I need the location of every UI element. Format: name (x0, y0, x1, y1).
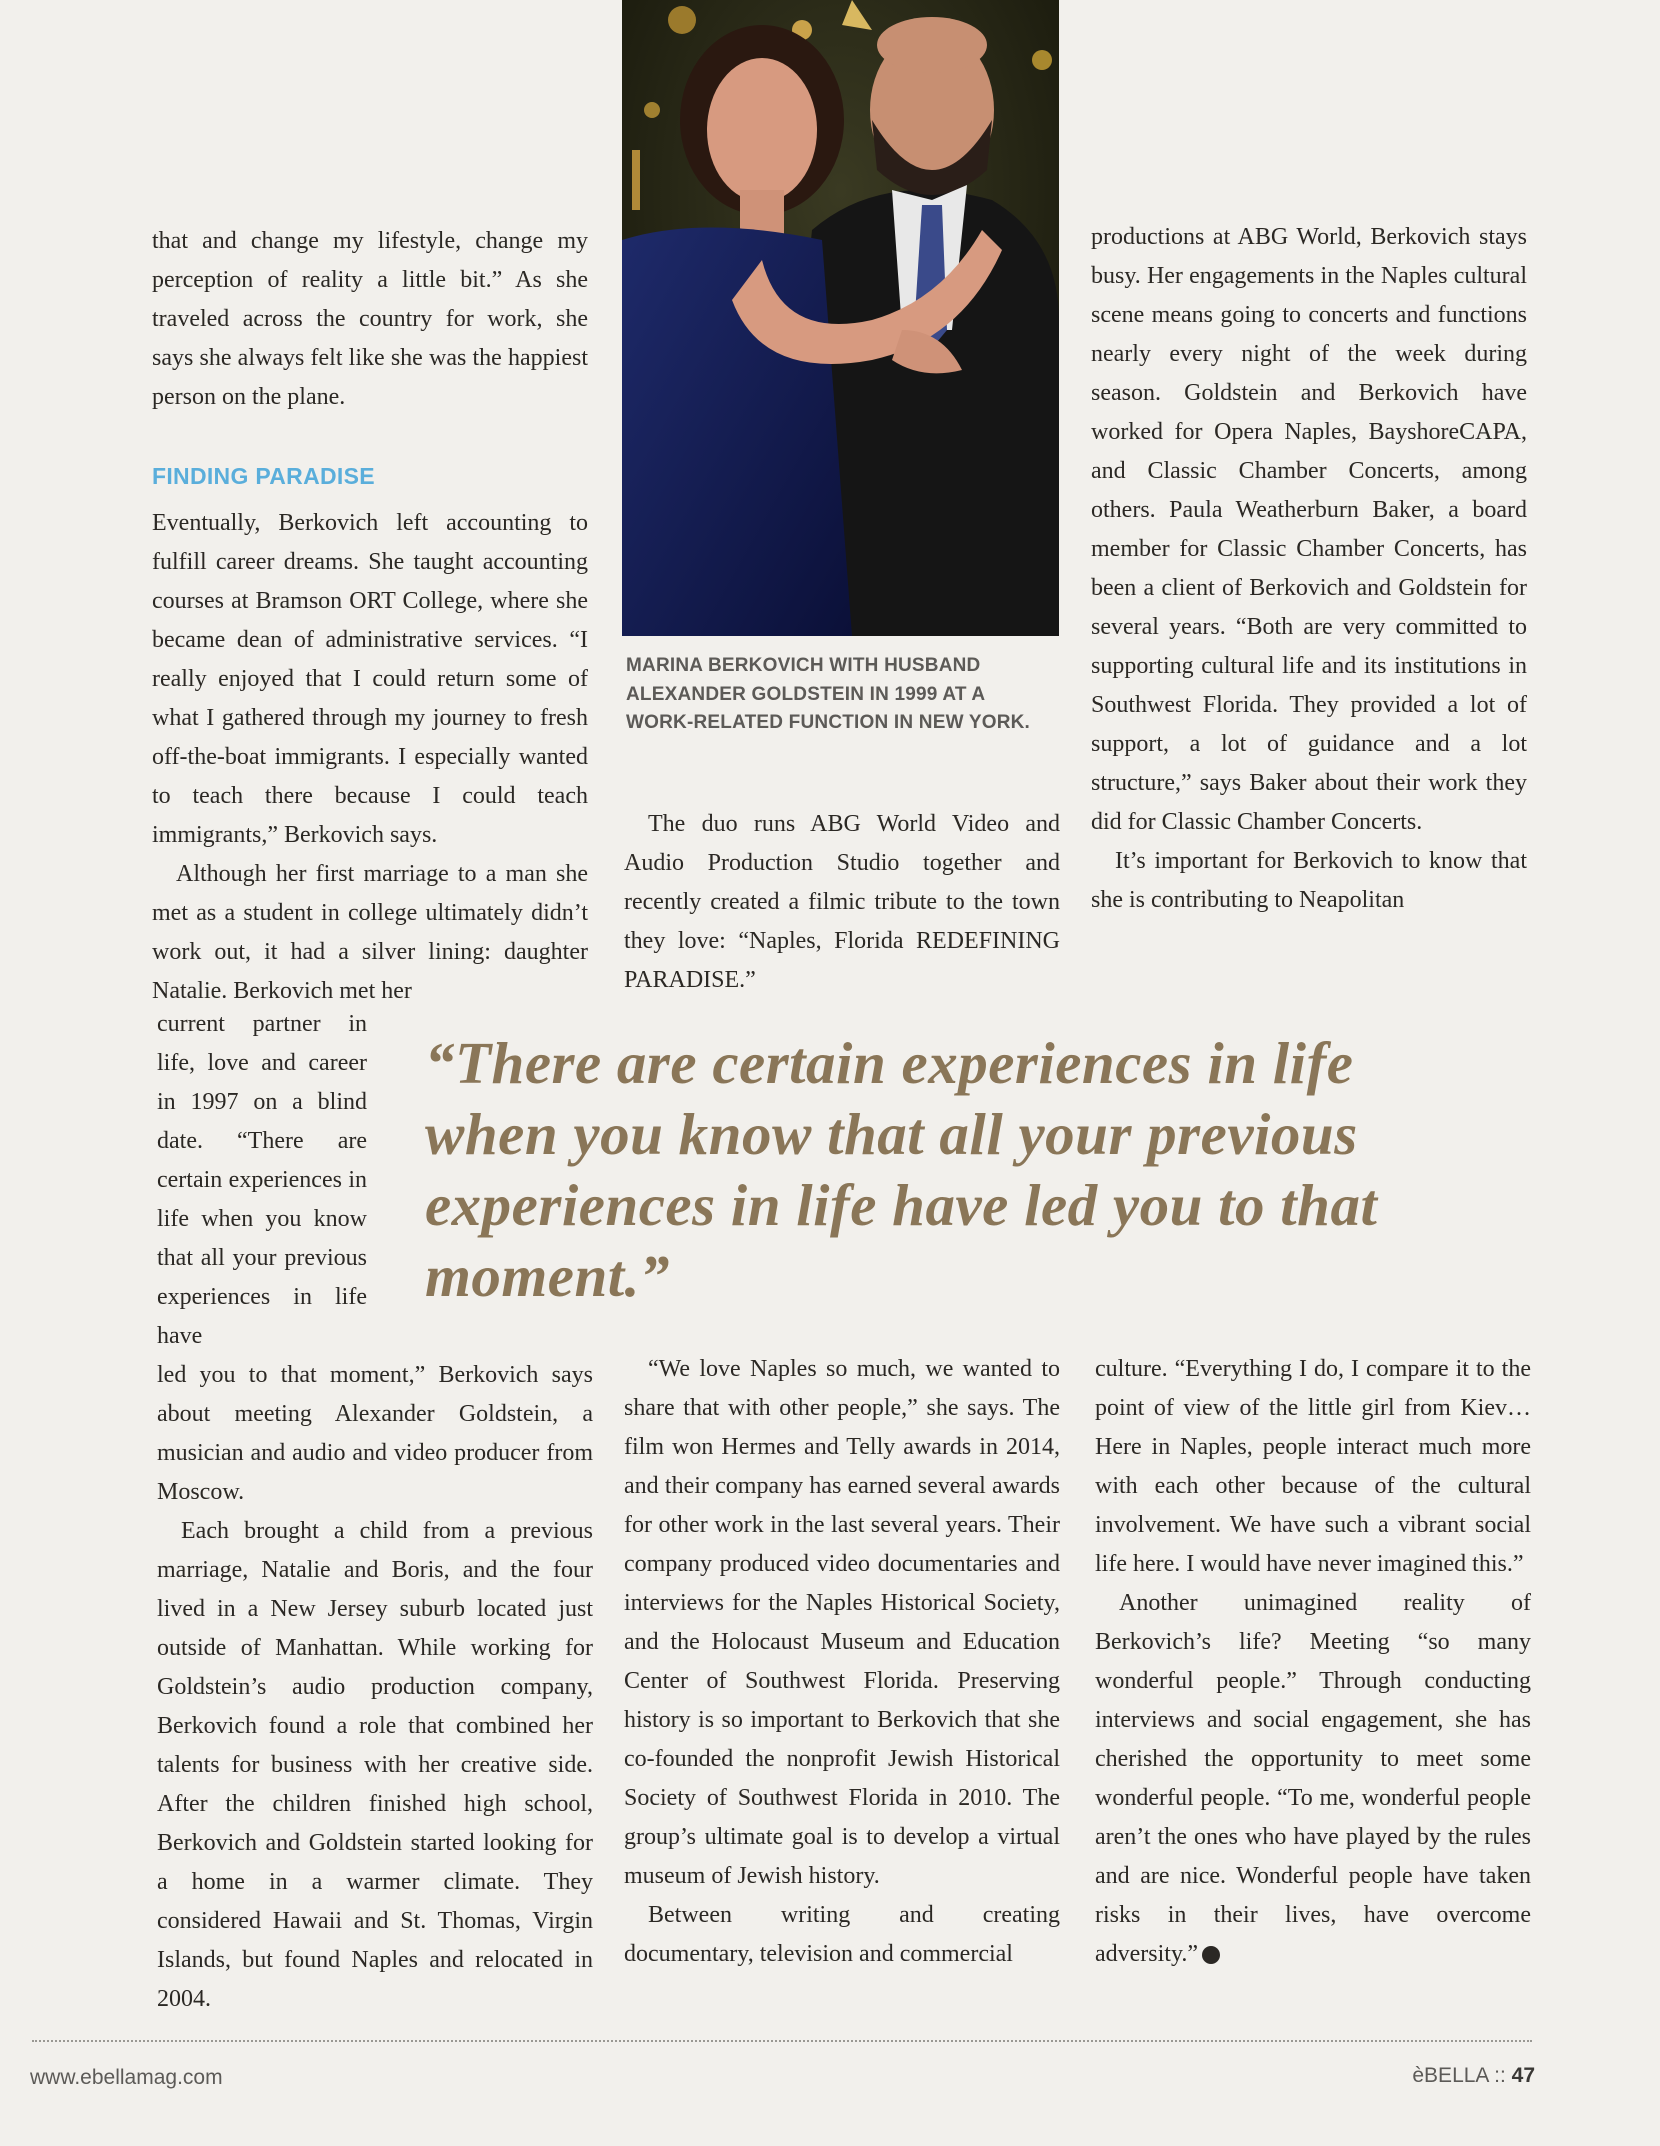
page-number: 47 (1511, 2064, 1535, 2087)
photo-illustration (622, 0, 1059, 636)
body-paragraph: Each brought a child from a previous marriage, Natalie and Boris, and the four lived in a New Jersey suburb located just outside of Manhattan. While working for Goldstein’s audio production company, Berkovich found a role that combined her talents for business with her creative side. After the children finished high school, Berkovich and Goldstein started looking for a home in a warmer climate. They considered Hawaii and St. Thomas, Virgin Islands, but found Naples and relocated in 2004. (157, 1518, 593, 2012)
column-3-bottom (1095, 1350, 1531, 1974)
column-2-bottom (624, 1350, 1060, 1974)
column-1 (152, 222, 588, 1011)
body-paragraph: The duo runs ABG World Video and Audio Production Studio together and recently created a filmic tribute to the town they love: “Naples, Florida REDEFINING PARADISE.” (624, 811, 1060, 993)
photo-caption: MARINA BERKOVICH WITH HUSBAND ALEXANDER GOLDSTEIN IN 1999 AT A WORK-RELATED FUNCTION IN NEW YORK. (626, 655, 1031, 733)
body-paragraph: culture. “Everything I do, I compare it to the point of view of the little girl from Kiev…Here in Naples, people interact much more with each other because of the cultural involvement. We have such a vibrant social life here. I would have never imagined this.” (1095, 1356, 1531, 1577)
body-paragraph: It’s important for Berkovich to know that she is contributing to Neapolitan (1091, 848, 1527, 913)
column-1-wrap (157, 1005, 367, 1356)
closing-paragraph-text: Another unimagined reality of Berkovich’s life? Meeting “so many wonderful people.” Through conducting interviews and social engagement, she has cherished the opportunity to meet some wonderful people. “To me, wonderful people aren’t the ones who have played by the rules and are nice. Wonderful people have taken risks in their lives, have overcome adversity.” (1095, 1590, 1531, 1967)
column-2 (624, 805, 1060, 1000)
body-paragraph: Although her first marriage to a man she met as a student in college ultimately didn’t work out, it had a silver lining: daughter Natalie. Berkovich met her (152, 861, 588, 1004)
body-paragraph: that and change my lifestyle, change my perception of reality a little bit.” As she traveled across the country for work, she says she always felt like she was the happiest person on the plane. (152, 228, 588, 410)
body-paragraph: productions at ABG World, Berkovich stays busy. Her engagements in the Naples cultural scene means going to concerts and functions nearly every night of the week during season. Goldstein and Berkovich have worked for Opera Naples, BayshoreCAPA, and Classic Chamber Concerts, among others. Paula Weatherburn Baker, a board member for Classic Chamber Concerts, has been a client of Berkovich and Goldstein for several years. “Both are very committed to supporting cultural life and its institutions in Southwest Florida. They provided a lot of support, a lot of guidance and a lot structure,” says Baker about their work they did for Classic Chamber Concerts. (1091, 224, 1527, 835)
couple-photo (622, 0, 1059, 636)
column-1-bottom (157, 1356, 593, 2019)
footer-divider (32, 2040, 1532, 2042)
footer-separator: :: (1494, 2064, 1506, 2087)
body-paragraph: led you to that moment,” Berkovich says about meeting Alexander Goldstein, a musician and audio and video producer from Moscow. (157, 1362, 593, 1505)
body-paragraph (1095, 1584, 1531, 1974)
body-paragraph: “We love Naples so much, we wanted to share that with other people,” she says. The film won Hermes and Telly awards in 2014, and their company has earned several awards for other work in the last several years. Their company produced video documentaries and interviews for the Naples Historical Society, and the Holocaust Museum and Education Center of Southwest Florida. Preserving history is so important to Berkovich that she co-founded the nonprofit Jewish Historical Society of Southwest Florida in 2010. The group’s ultimate goal is to develop a virtual museum of Jewish history. (624, 1356, 1060, 1889)
section-heading: FINDING PARADISE (152, 463, 375, 489)
end-of-article-icon: ✚ (1202, 1946, 1220, 1964)
pull-quote: “There are certain experiences in life when you know that all your previous experiences in life have led you to that moment.” (425, 1030, 1378, 1309)
body-paragraph: Between writing and creating documentary, television and commercial (624, 1902, 1060, 1967)
body-paragraph: current partner in life, love and career in 1997 on a blind date. “There are certain experiences in life when you know that all your previous experiences in life have (157, 1011, 367, 1349)
footer-publication (1412, 2064, 1535, 2088)
publication-name: èBELLA (1412, 2064, 1489, 2087)
column-3 (1091, 218, 1527, 920)
body-paragraph: Eventually, Berkovich left accounting to fulfill career dreams. She taught accounting courses at Bramson ORT College, where she became dean of administrative services. “I really enjoyed that I could return some of what I gathered through my journey to fresh off-the-boat immigrants. I especially wanted to teach there because I could teach immigrants,” Berkovich says. (152, 510, 588, 848)
footer-url: www.ebellamag.com (30, 2066, 223, 2089)
